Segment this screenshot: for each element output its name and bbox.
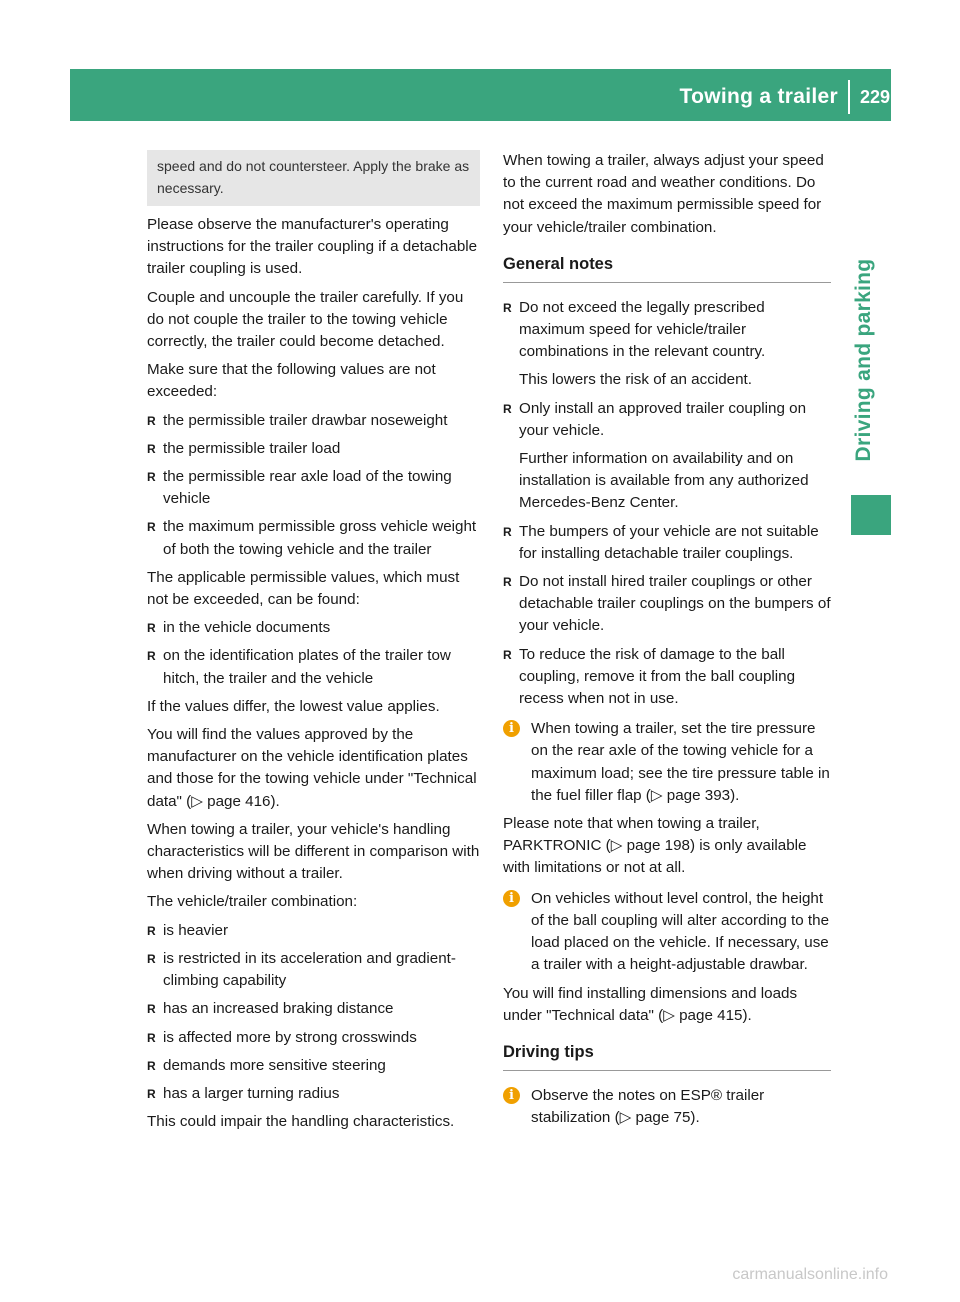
paragraph: Please note that when towing a trailer, PARKTRONIC (▷ page 198) is only available with limitations or not at all. [503,815,807,877]
side-tab-marker [851,495,891,535]
list-item: R has an increased braking distance [147,998,480,1020]
side-tab-label: Driving and parking [852,258,875,462]
list-item: R The bumpers of your vehicle are not suitable for installing detachable trailer couplings. [503,521,831,565]
paragraph: When towing a trailer, your vehicle's handling characteristics will be different in comparison with when driving without a trailer. [147,820,480,883]
list-item: R the permissible rear axle load of the towing vehicle [147,466,480,510]
list-item-detail: Further information on availability and on installation is available from any authorized Mercedes-Benz Center. [519,450,809,512]
info-icon: i [503,1087,520,1104]
list-item: R Only install an approved trailer coupling on your vehicle. [503,398,831,442]
list-item: R the permissible trailer drawbar noseweight [147,410,480,432]
info-note [503,888,831,977]
section-title: Towing a trailer [679,85,838,108]
side-tab [838,240,890,480]
list-item: R To reduce the risk of damage to the ball coupling, remove it from the ball coupling recess when not in use. [503,644,831,711]
paragraph: The vehicle/trailer combination: [147,893,358,911]
list-item: R in the vehicle documents [147,617,480,639]
heading-general-notes: General notes [503,253,831,283]
paragraph: Couple and uncouple the trailer carefully. If you do not couple the trailer to the towing vehicle correctly, the trailer could become detached. [147,288,464,351]
info-note-text: Observe the notes on ESP® trailer stabilization (▷ page 75). [531,1086,765,1127]
list-item: R demands more sensitive steering [147,1055,480,1077]
page-header [680,80,890,114]
list-item: R is restricted in its acceleration and gradient-climbing capability [147,948,480,992]
info-note-text: When towing a trailer, set the tire pressure on the rear axle of the towing vehicle for a maximum load; see the tire pressure table in the fuel filler flap (▷ page 393). [531,720,830,804]
paragraph: This could impair the handling characteristics. [147,1113,455,1131]
info-icon: i [503,720,520,737]
heading-driving-tips: Driving tips [503,1041,831,1071]
list-item: R on the identification plates of the trailer tow hitch, the trailer and the vehicle [147,645,480,689]
watermark: carmanualsonline.info [732,1266,888,1283]
list-item: R the permissible trailer load [147,438,480,460]
info-icon: i [503,890,520,907]
list-item: R has a larger turning radius [147,1083,480,1105]
paragraph: When towing a trailer, always adjust your speed to the current road and weather conditions. Do not exceed the maximum permissible speed for your vehicle/trailer combination. [503,152,824,236]
info-note [503,718,831,807]
paragraph: Please observe the manufacturer's operating instructions for the trailer coupling if a detachable trailer coupling is used. [147,216,478,278]
list-item: R the maximum permissible gross vehicle weight of both the towing vehicle and the trailer [147,516,480,560]
paragraph: You will find the values approved by the manufacturer on the vehicle identification plates and those for the towing vehicle under "Technical data" (▷ page 416). [147,726,477,810]
list-item-detail: This lowers the risk of an accident. [519,371,752,389]
paragraph: The applicable permissible values, which must not be exceeded, can be found: [147,568,460,609]
paragraph: Make sure that the following values are not exceeded: [147,361,436,401]
list-item: R is heavier [147,920,480,942]
right-column [503,150,831,1129]
list-item: R Do not install hired trailer couplings or other detachable trailer couplings on the bumpers of your vehicle. [503,571,831,638]
list-item: R is affected more by strong crosswinds [147,1027,480,1049]
left-column [147,150,480,1133]
info-note [503,1085,831,1129]
paragraph: You will find installing dimensions and loads under "Technical data" (▷ page 415). [503,984,798,1024]
info-note-text: On vehicles without level control, the height of the ball coupling will alter according to the load placed on the vehicle. If necessary, use a trailer with a height-adjustable drawbar. [531,889,830,974]
list-item: R Do not exceed the legally prescribed maximum speed for vehicle/trailer combinations in the relevant country. [503,297,831,364]
warning-continuation: speed and do not countersteer. Apply the brake as necessary. [147,150,480,206]
page-number: 229 [859,86,890,107]
paragraph: If the values differ, the lowest value applies. [147,697,440,715]
